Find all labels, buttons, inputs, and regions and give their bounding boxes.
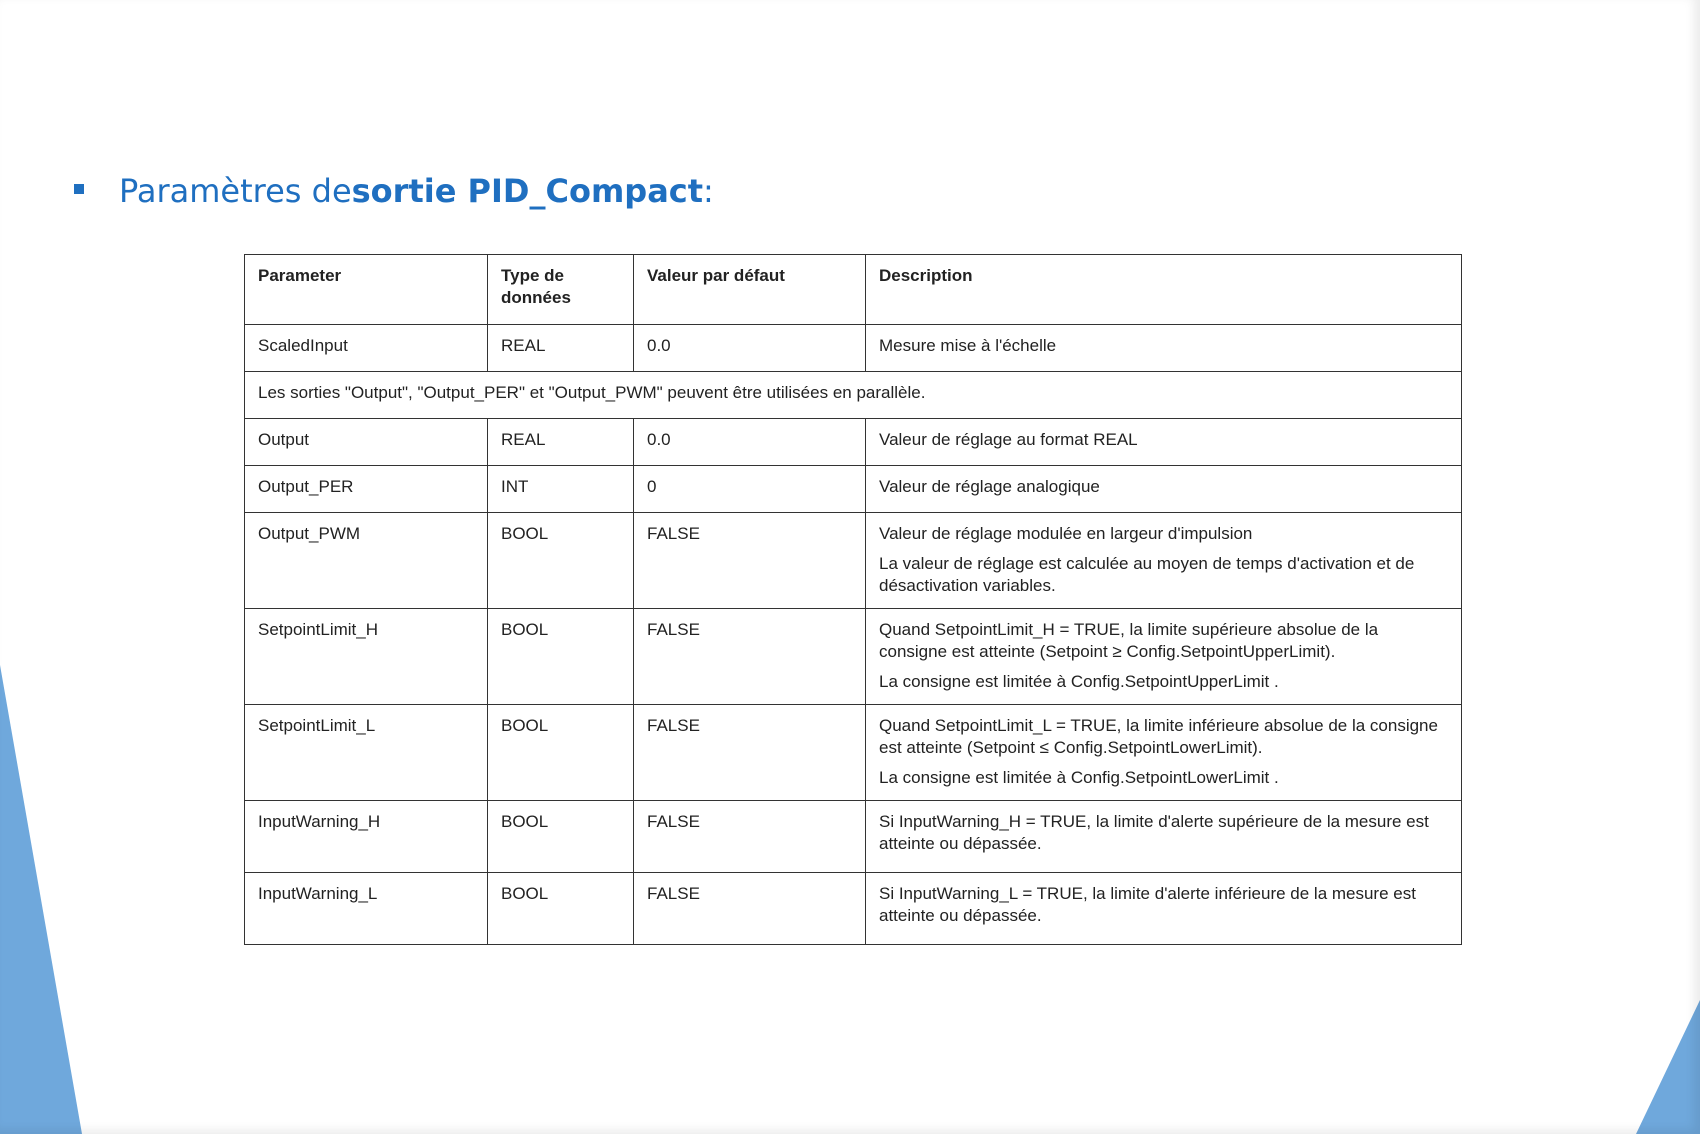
cell-parameter: ScaledInput (245, 325, 488, 372)
cell-type: BOOL (488, 801, 634, 873)
title-bold: sortie PID_Compact (351, 172, 704, 210)
cell-default: FALSE (634, 705, 866, 801)
table-row (245, 609, 1462, 705)
cell-default: FALSE (634, 609, 866, 705)
cell-default: 0.0 (634, 325, 866, 372)
cell-parameter: InputWarning_H (245, 801, 488, 873)
cell-type: BOOL (488, 513, 634, 609)
description-line: Si InputWarning_L = TRUE, la limite d'alerte inférieure de la mesure est atteinte ou dépassée. (879, 884, 1416, 925)
table-header-row (245, 255, 1462, 325)
cell-type: BOOL (488, 873, 634, 945)
square-bullet-icon (74, 184, 84, 194)
description-line: Valeur de réglage au format REAL (879, 430, 1138, 449)
cell-parameter: Output (245, 419, 488, 466)
parallel-outputs-note: Les sorties "Output", "Output_PER" et "Output_PWM" peuvent être utilisées en parallèle. (245, 372, 1462, 419)
cell-parameter: SetpointLimit_H (245, 609, 488, 705)
table-row (245, 801, 1462, 873)
cell-default: 0.0 (634, 419, 866, 466)
description-line: Valeur de réglage analogique (879, 477, 1100, 496)
cell-description (866, 609, 1462, 705)
table-row (245, 513, 1462, 609)
description-line: La valeur de réglage est calculée au moyen de temps d'activation et de désactivation variables. (879, 554, 1415, 595)
cell-default: 0 (634, 466, 866, 513)
cell-description (866, 466, 1462, 513)
cell-parameter: InputWarning_L (245, 873, 488, 945)
description-line: Mesure mise à l'échelle (879, 336, 1057, 355)
cell-type: INT (488, 466, 634, 513)
header-parameter: Parameter (245, 255, 488, 325)
left-corner-triangle (0, 665, 82, 1134)
cell-description (866, 419, 1462, 466)
title-prefix: Paramètres de (119, 172, 352, 210)
description-line: La consigne est limitée à Config.SetpointLowerLimit . (879, 768, 1279, 787)
cell-description (866, 325, 1462, 372)
header-description: Description (866, 255, 1462, 325)
cell-parameter: Output_PWM (245, 513, 488, 609)
description-line: Quand SetpointLimit_H = TRUE, la limite supérieure absolue de la consigne est atteinte (Setpoint ≥ Config.SetpointUpperLimit). (879, 620, 1379, 661)
title-suffix: : (703, 172, 714, 210)
cell-default: FALSE (634, 513, 866, 609)
page-title (74, 168, 714, 214)
cell-parameter: Output_PER (245, 466, 488, 513)
cell-type: REAL (488, 325, 634, 372)
description-line: Quand SetpointLimit_L = TRUE, la limite inférieure absolue de la consigne est atteinte (Setpoint ≤ Config.SetpointLowerLimit). (879, 716, 1438, 757)
cell-parameter: SetpointLimit_L (245, 705, 488, 801)
cell-description (866, 513, 1462, 609)
header-default-value: Valeur par défaut (634, 255, 866, 325)
header-data-type: Type de données (488, 255, 634, 325)
cell-description (866, 705, 1462, 801)
table-row (245, 325, 1462, 372)
right-corner-triangle (1636, 1000, 1700, 1134)
description-line: Valeur de réglage modulée en largeur d'impulsion (879, 524, 1253, 543)
cell-type: BOOL (488, 705, 634, 801)
description-line: La consigne est limitée à Config.SetpointUpperLimit . (879, 672, 1279, 691)
table-row (245, 466, 1462, 513)
cell-description (866, 801, 1462, 873)
cell-description (866, 873, 1462, 945)
cell-type: REAL (488, 419, 634, 466)
table-row (245, 419, 1462, 466)
description-line: Si InputWarning_H = TRUE, la limite d'alerte supérieure de la mesure est atteinte ou dépassée. (879, 812, 1429, 853)
table-note-row (245, 372, 1462, 419)
cell-default: FALSE (634, 801, 866, 873)
table-row (245, 873, 1462, 945)
cell-default: FALSE (634, 873, 866, 945)
table-row (245, 705, 1462, 801)
cell-type: BOOL (488, 609, 634, 705)
parameters-table (244, 254, 1462, 945)
